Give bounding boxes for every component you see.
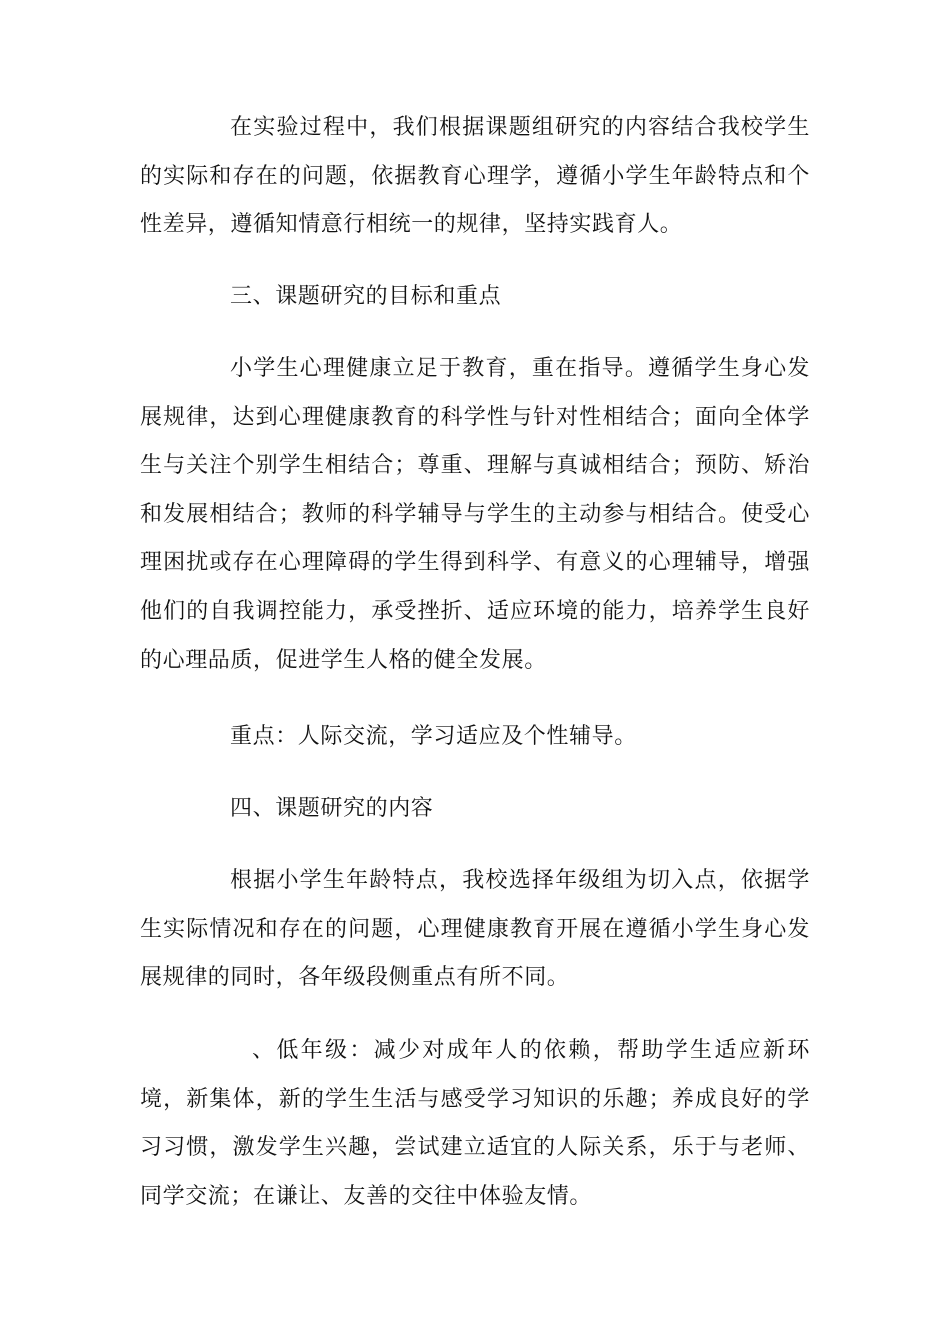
paragraph-content-overview: 根据小学生年龄特点，我校选择年级组为切入点，依据学生实际情况和存在的问题，心理健康教育开展在遵循小学生身心发展规律的同时，各年级段侧重点有所不同。 (140, 868, 810, 991)
paragraph-goals: 小学生心理健康立足于教育，重在指导。遵循学生身心发展规律，达到心理健康教育的科学性与针对性相结合；面向全体学生与关注个别学生相结合；尊重、理解与真诚相结合；预防、矫治和发展相结合；教师的科学辅导与学生的主动参与相结合。使受心理困扰或存在心理障碍的学生得到科学、有意义的心理辅导，增强他们的自我调控能力，承受挫折、适应环境的能力，培养学生良好的心理品质，促进学生人格的健全发展。 (140, 356, 810, 673)
paragraph-key-points: 重点：人际交流，学习适应及个性辅导。 (230, 724, 637, 749)
paragraph-experiment-process: 在实验过程中，我们根据课题组研究的内容结合我校学生的实际和存在的问题，依据教育心理学，遵循小学生年龄特点和个性差异，遵循知情意行相统一的规律，坚持实践育人。 (140, 115, 810, 238)
paragraph-lower-grades: 、低年级：减少对成年人的依赖，帮助学生适应新环境，新集体，新的学生生活与感受学习知识的乐趣；养成良好的学习习惯，激发学生兴趣，尝试建立适宜的人际关系，乐于与老师、同学交流；在谦让、友善的交往中体验友情。 (140, 1038, 810, 1209)
section-heading-goals: 三、课题研究的目标和重点 (230, 284, 502, 309)
section-heading-content: 四、课题研究的内容 (230, 796, 434, 821)
